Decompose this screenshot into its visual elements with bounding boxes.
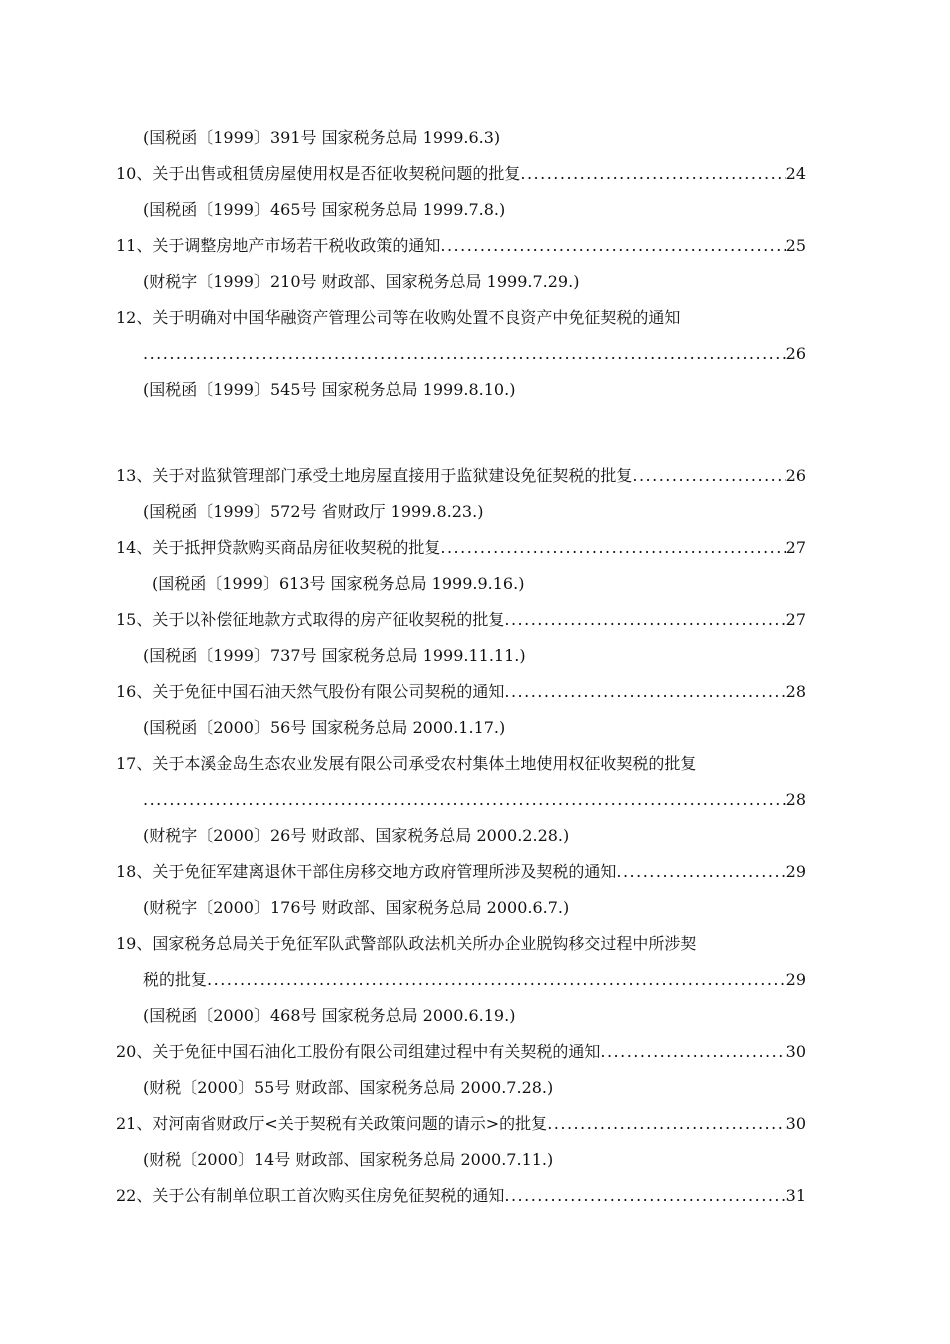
- toc-entry-title: 13、关于对监狱管理部门承受土地房屋直接用于监狱建设免征契税的批复: [116, 466, 633, 485]
- toc-entry-16[interactable]: [116, 674, 806, 710]
- toc-entry-title: 11、关于调整房地产市场若干税收政策的通知: [116, 236, 441, 255]
- toc-entry-title: 14、关于抵押贷款购买商品房征收契税的批复: [116, 538, 441, 557]
- toc-entry-title: 17、关于本溪金岛生态农业发展有限公司承受农村集体土地使用权征收契税的批复: [116, 754, 697, 773]
- toc-leader-dots: [520, 156, 785, 192]
- toc-page-number: 26: [785, 344, 806, 363]
- toc-entry-14[interactable]: [116, 530, 806, 566]
- toc-entry-10[interactable]: [116, 156, 806, 192]
- toc-leader-dots: [143, 782, 786, 818]
- toc-source-14: (国税函〔1999〕613号 国家税务总局 1999.9.16.): [152, 574, 525, 593]
- toc-leader-dots: [616, 854, 785, 890]
- toc-leader-dots: [440, 530, 785, 566]
- toc-leader-dots: [504, 674, 785, 710]
- toc-source-13: (国税函〔1999〕572号 省财政厅 1999.8.23.): [143, 502, 484, 521]
- toc-entry-title-continuation: 税的批复: [143, 970, 208, 989]
- toc-entry-title: 16、关于免征中国石油天然气股份有限公司契税的通知: [116, 682, 505, 701]
- toc-page-number: 29: [785, 970, 806, 989]
- toc-page-number: 26: [785, 466, 806, 485]
- toc-entry-17[interactable]: [116, 746, 806, 782]
- toc-source-12: (国税函〔1999〕545号 国家税务总局 1999.8.10.): [143, 380, 516, 399]
- toc-entry-title: 19、国家税务总局关于免征军队武警部队政法机关所办企业脱钩移交过程中所涉契: [116, 934, 697, 953]
- toc-page-number: 30: [785, 1114, 806, 1133]
- toc-page-number: 27: [785, 610, 806, 629]
- toc-page-number: 24: [785, 164, 806, 183]
- toc-entry-title: 10、关于出售或租赁房屋使用权是否征收契税问题的批复: [116, 164, 521, 183]
- toc-leader-dots: [504, 602, 785, 638]
- toc-entry-title: 22、关于公有制单位职工首次购买住房免征契税的通知: [116, 1186, 505, 1205]
- toc-page-number: 28: [785, 790, 806, 809]
- toc-source-intro: (国税函〔1999〕391号 国家税务总局 1999.6.3): [143, 128, 501, 147]
- toc-entry-19-continuation[interactable]: [143, 962, 806, 998]
- toc-entry-12[interactable]: [116, 300, 806, 336]
- toc-page-number: 25: [785, 236, 806, 255]
- toc-source-20: (财税〔2000〕55号 财政部、国家税务总局 2000.7.28.): [143, 1078, 554, 1097]
- toc-source-10: (国税函〔1999〕465号 国家税务总局 1999.7.8.): [143, 200, 506, 219]
- toc-entry-title: 18、关于免征军建离退休干部住房移交地方政府管理所涉及契税的通知: [116, 862, 617, 881]
- toc-leader-dots: [504, 1178, 785, 1214]
- toc-source-19: (国税函〔2000〕468号 国家税务总局 2000.6.19.): [143, 1006, 516, 1025]
- toc-entry-13[interactable]: [116, 458, 806, 494]
- toc-leader-dots: [600, 1034, 785, 1070]
- toc-source-17: (财税字〔2000〕26号 财政部、国家税务总局 2000.2.28.): [143, 826, 570, 845]
- toc-entry-17-continuation[interactable]: [143, 782, 806, 818]
- toc-page-number: 27: [785, 538, 806, 557]
- toc-source-16: (国税函〔2000〕56号 国家税务总局 2000.1.17.): [143, 718, 506, 737]
- toc-entry-18[interactable]: [116, 854, 806, 890]
- toc-leader-dots: [440, 228, 785, 264]
- toc-entry-22[interactable]: [116, 1178, 806, 1214]
- toc-leader-dots: [632, 458, 785, 494]
- toc-entry-11[interactable]: [116, 228, 806, 264]
- toc-entry-19[interactable]: [116, 926, 806, 962]
- toc-entry-15[interactable]: [116, 602, 806, 638]
- toc-leader-dots: [547, 1106, 785, 1142]
- toc-entry-title: 20、关于免征中国石油化工股份有限公司组建过程中有关契税的通知: [116, 1042, 601, 1061]
- toc-source-21: (财税〔2000〕14号 财政部、国家税务总局 2000.7.11.): [143, 1150, 554, 1169]
- toc-entry-title: 15、关于以补偿征地款方式取得的房产征收契税的批复: [116, 610, 505, 629]
- toc-page-number: 31: [785, 1186, 806, 1205]
- toc-leader-dots: [207, 962, 786, 998]
- toc-entry-20[interactable]: [116, 1034, 806, 1070]
- toc-entry-title: 12、关于明确对中国华融资产管理公司等在收购处置不良资产中免征契税的通知: [116, 308, 681, 327]
- toc-entry-12-continuation[interactable]: [143, 336, 806, 372]
- toc-entry-21[interactable]: [116, 1106, 806, 1142]
- toc-entry-title: 21、对河南省财政厅<关于契税有关政策问题的请示>的批复: [116, 1114, 548, 1133]
- toc-source-11: (财税字〔1999〕210号 财政部、国家税务总局 1999.7.29.): [143, 272, 580, 291]
- toc-leader-dots: [143, 336, 786, 372]
- toc-source-15: (国税函〔1999〕737号 国家税务总局 1999.11.11.): [143, 646, 526, 665]
- toc-source-18: (财税字〔2000〕176号 财政部、国家税务总局 2000.6.7.): [143, 898, 570, 917]
- toc-page-number: 29: [785, 862, 806, 881]
- toc-page-number: 28: [785, 682, 806, 701]
- toc-page-number: 30: [785, 1042, 806, 1061]
